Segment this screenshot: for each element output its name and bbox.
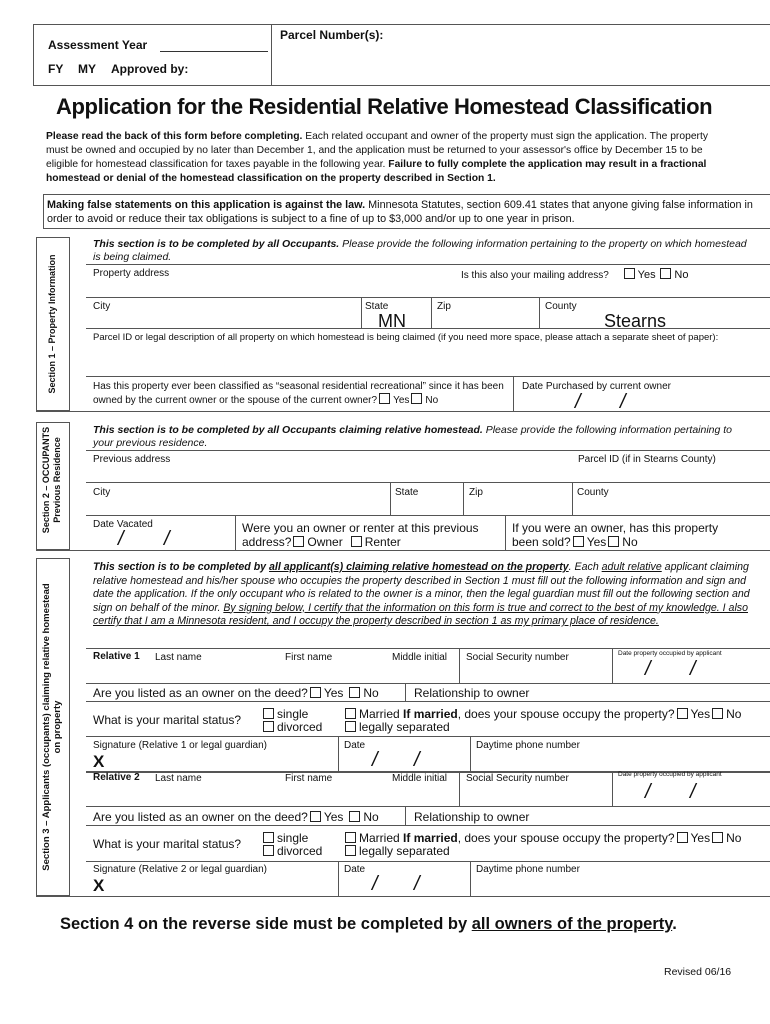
parcel-id-label: Parcel ID or legal description of all property on which homestead is being claimed (if you need more space, please attach a separate sheet of paper): [93, 332, 719, 343]
county-label: County [545, 301, 577, 312]
state-label: State [365, 301, 389, 312]
seasonal-no-checkbox[interactable] [411, 393, 422, 404]
header-box [33, 24, 770, 86]
sold-question-line2: been sold? Yes No [512, 535, 638, 549]
relative2-spouse-yes-checkbox[interactable] [677, 832, 688, 843]
county-value[interactable]: Stearns [604, 311, 667, 331]
relative2-first-name-label: First name [285, 773, 333, 784]
relative2-signature-label: Signature (Relative 2 or legal guardian) [93, 864, 267, 875]
property-address-label: Property address [93, 268, 170, 279]
prev-zip-label: Zip [469, 487, 483, 498]
relative1-signature-x[interactable]: X [93, 752, 105, 771]
date-purchased-label: Date Purchased by current owner [522, 381, 671, 392]
relative2-date-slash-1: / [372, 873, 378, 895]
owner-renter-question-line2: address? Owner Renter [242, 535, 401, 549]
relative2-married-option: Married If married, does your spouse occupy the property? Yes No [343, 831, 741, 845]
date-purchased-slash-2: / [620, 391, 626, 413]
relative2-married-checkbox[interactable] [345, 832, 356, 843]
relative2-last-name-label: Last name [155, 773, 202, 784]
state-value[interactable]: MN [378, 311, 406, 331]
relative1-marital-question: What is your marital status? [93, 713, 242, 727]
relative2-deed-yes-checkbox[interactable] [310, 811, 321, 822]
relative1-date-occupied-label: Date property occupied by applicant [618, 650, 722, 657]
revised-date: Revised 06/16 [664, 966, 732, 978]
fy-label: FY [48, 62, 64, 76]
relative2-label: Relative 2 [93, 772, 140, 783]
assessment-year-label: Assessment Year [48, 38, 148, 52]
owner-renter-question-line1: Were you an owner or renter at this previous [242, 521, 479, 535]
relative2-date-slash-2: / [414, 873, 420, 895]
city-label: City [93, 301, 111, 312]
section3-side-label: Section 3 – Applicants (occupants) claiming relative homestead on property [41, 583, 63, 871]
mailing-yes-checkbox[interactable] [624, 268, 635, 279]
relative2-single-option: single [261, 831, 308, 845]
intro-paragraph: Please read the back of this form before completing. Each related occupant and owner of the property must sign the application. The property must be owned and occupied by no later than December 1, and the application must be returned to your assessor's office by December 15 to be eligible for homestead classification for taxes payable in the following year. Failure to fully complete the application may result in a fractional homestead or denial of the homestead classification on the property described in Section 1. [46, 131, 708, 184]
approved-by-label: Approved by: [111, 62, 189, 76]
relative1-first-name-label: First name [285, 652, 333, 663]
date-purchased-slash-1: / [575, 391, 581, 413]
relative2-date-label: Date [344, 864, 366, 875]
renter-checkbox[interactable] [351, 536, 362, 547]
relative2-spouse-no-checkbox[interactable] [712, 832, 723, 843]
assessment-year-field[interactable] [160, 51, 268, 52]
relative1-divorced-option: divorced [261, 720, 322, 734]
relative2-deed-question: Are you listed as an owner on the deed? Yes No [93, 810, 379, 824]
section2-instructions: This section is to be completed by all Occupants claiming relative homestead. Please provide the following information pertaining to your previous residence. [93, 424, 733, 449]
relative2-occupied-slash-1: / [645, 781, 651, 803]
mailing-address-question: Is this also your mailing address? Yes No [461, 269, 689, 281]
relative2-relationship-label: Relationship to owner [414, 810, 530, 824]
relative1-signature-label: Signature (Relative 1 or legal guardian) [93, 740, 267, 751]
seasonal-yes-checkbox[interactable] [379, 393, 390, 404]
seasonal-question-line1: Has this property ever been classified as “seasonal residential recreational” since it has been [93, 381, 504, 392]
relative1-label: Relative 1 [93, 651, 140, 662]
relative2-divorced-checkbox[interactable] [263, 845, 274, 856]
relative1-spouse-yes-checkbox[interactable] [677, 708, 688, 719]
relative1-date-slash-2: / [414, 749, 420, 771]
prev-city-label: City [93, 487, 111, 498]
relative1-deed-no-checkbox[interactable] [349, 687, 360, 698]
my-label: MY [78, 62, 96, 76]
relative1-married-option: Married If married, does your spouse occupy the property? Yes No [343, 707, 741, 721]
parcel-id-stearns-label: Parcel ID (if in Stearns County) [578, 454, 716, 465]
relative1-single-option: single [261, 707, 308, 721]
sold-question-line1: If you were an owner, has this property [512, 521, 719, 535]
relative1-spouse-no-checkbox[interactable] [712, 708, 723, 719]
relative2-separated-option: legally separated [343, 844, 450, 858]
form-title: Application for the Residential Relative Homestead Classification [56, 94, 713, 119]
relative1-date-label: Date [344, 740, 366, 751]
relative1-single-checkbox[interactable] [263, 708, 274, 719]
relative1-occupied-slash-2: / [690, 658, 696, 680]
mailing-no-checkbox[interactable] [660, 268, 671, 279]
prev-state-label: State [395, 487, 419, 498]
section1-side-label: Section 1 – Property Information [47, 254, 57, 394]
owner-checkbox[interactable] [293, 536, 304, 547]
relative1-married-checkbox[interactable] [345, 708, 356, 719]
relative2-deed-no-checkbox[interactable] [349, 811, 360, 822]
relative2-ssn-label: Social Security number [466, 773, 569, 784]
prev-county-label: County [577, 487, 609, 498]
relative2-divorced-option: divorced [261, 844, 322, 858]
relative1-last-name-label: Last name [155, 652, 202, 663]
relative1-date-slash-1: / [372, 749, 378, 771]
relative1-separated-checkbox[interactable] [345, 721, 356, 732]
relative2-date-occupied-label: Date property occupied by applicant [618, 771, 722, 778]
relative1-deed-question: Are you listed as an owner on the deed? Yes No [93, 686, 379, 700]
sold-yes-checkbox[interactable] [573, 536, 584, 547]
section2-side-label: Section 2 – OCCUPANTS Previous Residence [41, 426, 62, 534]
relative1-middle-initial-label: Middle initial [392, 652, 448, 663]
section3-instructions: This section is to be completed by all applicant(s) claiming relative homestead on the property. Each adult relative applicant claiming relative homestead and his/her spouse who occupies the property described in Section 1 must fill out the following information and sign and date the application. If the only occupant who is related to the owner is a minor, then the legal guardian must fill out the following section and sign on behalf of the minor. By signing below, I certify that the information on this form is true and correct to the best of my knowledge. I also certify that I am a Minnesota resident, and I occupy the property described in section 1 as my primary place of residence. [93, 561, 750, 627]
relative1-separated-option: legally separated [343, 720, 450, 734]
warning-text: Making false statements on this application is against the law. Minnesota Statutes, section 609.41 states that anyone giving false information in order to avoid or reduce their tax obligations is subject to a fine of up to $3,000 and/or up to one year in prison. [47, 199, 753, 225]
relative2-signature-x[interactable]: X [93, 876, 105, 895]
relative1-divorced-checkbox[interactable] [263, 721, 274, 732]
parcel-numbers-label: Parcel Number(s): [280, 28, 384, 42]
relative2-middle-initial-label: Middle initial [392, 773, 448, 784]
relative2-single-checkbox[interactable] [263, 832, 274, 843]
previous-address-label: Previous address [93, 454, 171, 465]
date-vacated-slash-2: / [164, 528, 170, 550]
relative2-occupied-slash-2: / [690, 781, 696, 803]
date-vacated-label: Date Vacated [93, 519, 153, 530]
relative1-ssn-label: Social Security number [466, 652, 569, 663]
relative2-separated-checkbox[interactable] [345, 845, 356, 856]
relative1-relationship-label: Relationship to owner [414, 686, 530, 700]
relative2-marital-question: What is your marital status? [93, 837, 242, 851]
relative2-phone-label: Daytime phone number [476, 864, 580, 875]
relative1-occupied-slash-1: / [645, 658, 651, 680]
seasonal-question-line2: owned by the current owner or the spouse of the current owner? Yes No [93, 395, 439, 406]
section1-instructions: This section is to be completed by all Occupants. Please provide the following information pertaining to the property on which homestead is being claimed. [93, 238, 747, 263]
relative1-deed-yes-checkbox[interactable] [310, 687, 321, 698]
section4-notice: Section 4 on the reverse side must be completed by all owners of the property. [60, 915, 677, 933]
zip-label: Zip [437, 301, 451, 312]
relative1-phone-label: Daytime phone number [476, 740, 580, 751]
date-vacated-slash-1: / [118, 528, 124, 550]
sold-no-checkbox[interactable] [608, 536, 619, 547]
